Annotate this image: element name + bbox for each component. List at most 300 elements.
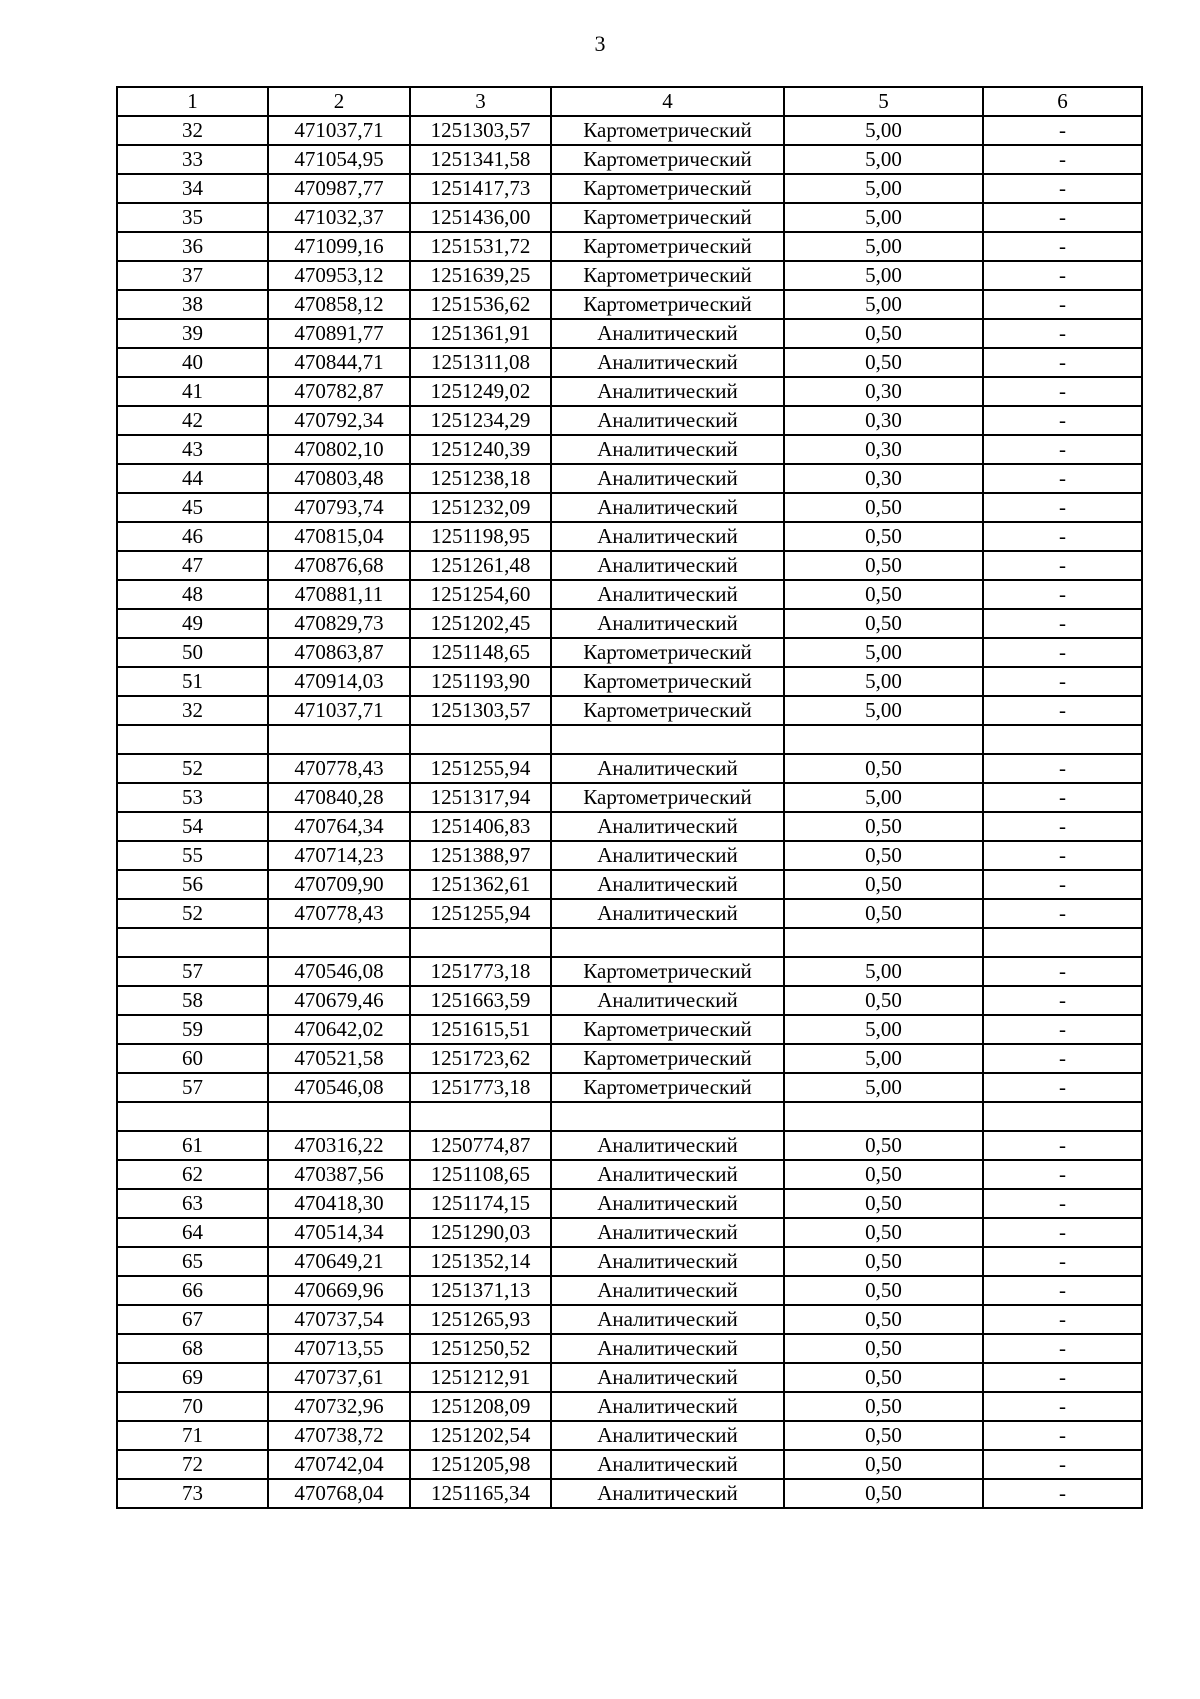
y-coordinate-cell: 1251371,13 xyxy=(410,1276,551,1305)
y-coordinate-cell: 1251723,62 xyxy=(410,1044,551,1073)
accuracy-cell: 0,50 xyxy=(784,754,983,783)
table-row xyxy=(117,1392,1142,1421)
method-cell: Картометрический xyxy=(551,1044,784,1073)
y-coordinate-cell xyxy=(410,725,551,754)
table-row xyxy=(117,406,1142,435)
x-coordinate-cell: 470815,04 xyxy=(268,522,410,551)
column-header-2: 2 xyxy=(268,87,410,116)
accuracy-cell: 0,50 xyxy=(784,580,983,609)
accuracy-cell: 0,50 xyxy=(784,1392,983,1421)
note-cell: - xyxy=(983,522,1142,551)
note-cell: - xyxy=(983,1044,1142,1073)
accuracy-cell: 0,50 xyxy=(784,812,983,841)
point-number-cell: 32 xyxy=(117,116,268,145)
y-coordinate-cell: 1251406,83 xyxy=(410,812,551,841)
table-row xyxy=(117,1450,1142,1479)
note-cell: - xyxy=(983,841,1142,870)
method-cell: Аналитический xyxy=(551,1363,784,1392)
method-cell: Картометрический xyxy=(551,174,784,203)
x-coordinate-cell: 470764,34 xyxy=(268,812,410,841)
note-cell: - xyxy=(983,1479,1142,1508)
method-cell: Аналитический xyxy=(551,754,784,783)
method-cell: Картометрический xyxy=(551,232,784,261)
accuracy-cell xyxy=(784,928,983,957)
note-cell xyxy=(983,928,1142,957)
accuracy-cell: 5,00 xyxy=(784,638,983,667)
note-cell: - xyxy=(983,435,1142,464)
note-cell: - xyxy=(983,1276,1142,1305)
y-coordinate-cell: 1251352,14 xyxy=(410,1247,551,1276)
note-cell xyxy=(983,725,1142,754)
accuracy-cell: 5,00 xyxy=(784,696,983,725)
table-row xyxy=(117,812,1142,841)
accuracy-cell xyxy=(784,1102,983,1131)
table-row xyxy=(117,1015,1142,1044)
y-coordinate-cell: 1251361,91 xyxy=(410,319,551,348)
point-number-cell: 52 xyxy=(117,899,268,928)
note-cell: - xyxy=(983,1363,1142,1392)
y-coordinate-cell: 1251303,57 xyxy=(410,696,551,725)
point-number-cell: 37 xyxy=(117,261,268,290)
method-cell: Аналитический xyxy=(551,899,784,928)
point-number-cell: 67 xyxy=(117,1305,268,1334)
x-coordinate-cell: 471054,95 xyxy=(268,145,410,174)
x-coordinate-cell: 471032,37 xyxy=(268,203,410,232)
point-number-cell: 48 xyxy=(117,580,268,609)
x-coordinate-cell: 470802,10 xyxy=(268,435,410,464)
point-number-cell: 59 xyxy=(117,1015,268,1044)
accuracy-cell: 0,50 xyxy=(784,1276,983,1305)
accuracy-cell: 0,30 xyxy=(784,377,983,406)
point-number-cell: 36 xyxy=(117,232,268,261)
method-cell: Аналитический xyxy=(551,841,784,870)
note-cell: - xyxy=(983,261,1142,290)
y-coordinate-cell: 1251436,00 xyxy=(410,203,551,232)
accuracy-cell: 0,50 xyxy=(784,1421,983,1450)
y-coordinate-cell: 1251202,54 xyxy=(410,1421,551,1450)
method-cell: Картометрический xyxy=(551,116,784,145)
point-number-cell: 69 xyxy=(117,1363,268,1392)
y-coordinate-cell: 1251362,61 xyxy=(410,870,551,899)
method-cell: Аналитический xyxy=(551,377,784,406)
accuracy-cell: 0,50 xyxy=(784,899,983,928)
point-number-cell: 42 xyxy=(117,406,268,435)
table-row xyxy=(117,1479,1142,1508)
table-body xyxy=(117,116,1142,1508)
note-cell: - xyxy=(983,174,1142,203)
method-cell: Аналитический xyxy=(551,1189,784,1218)
point-number-cell: 65 xyxy=(117,1247,268,1276)
note-cell: - xyxy=(983,667,1142,696)
x-coordinate-cell: 470881,11 xyxy=(268,580,410,609)
accuracy-cell: 5,00 xyxy=(784,116,983,145)
note-cell: - xyxy=(983,319,1142,348)
table-row xyxy=(117,580,1142,609)
y-coordinate-cell: 1251317,94 xyxy=(410,783,551,812)
table-row xyxy=(117,551,1142,580)
point-number-cell xyxy=(117,1102,268,1131)
accuracy-cell: 0,50 xyxy=(784,522,983,551)
point-number-cell: 45 xyxy=(117,493,268,522)
point-number-cell: 70 xyxy=(117,1392,268,1421)
accuracy-cell: 5,00 xyxy=(784,1044,983,1073)
y-coordinate-cell: 1251250,52 xyxy=(410,1334,551,1363)
x-coordinate-cell: 470742,04 xyxy=(268,1450,410,1479)
table-row xyxy=(117,1189,1142,1218)
y-coordinate-cell: 1251341,58 xyxy=(410,145,551,174)
note-cell: - xyxy=(983,232,1142,261)
y-coordinate-cell: 1251238,18 xyxy=(410,464,551,493)
table-row xyxy=(117,725,1142,754)
y-coordinate-cell: 1251212,91 xyxy=(410,1363,551,1392)
accuracy-cell: 0,50 xyxy=(784,986,983,1015)
method-cell: Картометрический xyxy=(551,145,784,174)
y-coordinate-cell: 1251303,57 xyxy=(410,116,551,145)
y-coordinate-cell: 1251311,08 xyxy=(410,348,551,377)
method-cell: Аналитический xyxy=(551,464,784,493)
note-cell: - xyxy=(983,754,1142,783)
accuracy-cell: 5,00 xyxy=(784,261,983,290)
x-coordinate-cell: 470709,90 xyxy=(268,870,410,899)
point-number-cell: 41 xyxy=(117,377,268,406)
x-coordinate-cell: 470829,73 xyxy=(268,609,410,638)
method-cell: Аналитический xyxy=(551,1392,784,1421)
y-coordinate-cell: 1251202,45 xyxy=(410,609,551,638)
x-coordinate-cell: 470521,58 xyxy=(268,1044,410,1073)
method-cell xyxy=(551,928,784,957)
method-cell: Аналитический xyxy=(551,406,784,435)
note-cell: - xyxy=(983,551,1142,580)
point-number-cell: 38 xyxy=(117,290,268,319)
note-cell: - xyxy=(983,1189,1142,1218)
x-coordinate-cell: 470778,43 xyxy=(268,754,410,783)
accuracy-cell: 0,30 xyxy=(784,406,983,435)
table-header xyxy=(117,87,1142,116)
table-row xyxy=(117,377,1142,406)
x-coordinate-cell: 470844,71 xyxy=(268,348,410,377)
note-cell: - xyxy=(983,1218,1142,1247)
table-row xyxy=(117,493,1142,522)
method-cell: Аналитический xyxy=(551,1450,784,1479)
note-cell: - xyxy=(983,464,1142,493)
note-cell: - xyxy=(983,348,1142,377)
x-coordinate-cell xyxy=(268,928,410,957)
y-coordinate-cell: 1251773,18 xyxy=(410,957,551,986)
point-number-cell: 49 xyxy=(117,609,268,638)
point-number-cell: 53 xyxy=(117,783,268,812)
y-coordinate-cell: 1251174,15 xyxy=(410,1189,551,1218)
table-row xyxy=(117,1131,1142,1160)
method-cell: Картометрический xyxy=(551,203,784,232)
note-cell: - xyxy=(983,377,1142,406)
note-cell: - xyxy=(983,899,1142,928)
note-cell: - xyxy=(983,1392,1142,1421)
table-row xyxy=(117,1421,1142,1450)
x-coordinate-cell: 470863,87 xyxy=(268,638,410,667)
table-row xyxy=(117,145,1142,174)
accuracy-cell: 0,50 xyxy=(784,493,983,522)
point-number-cell: 73 xyxy=(117,1479,268,1508)
note-cell: - xyxy=(983,609,1142,638)
table-row xyxy=(117,957,1142,986)
accuracy-cell: 0,30 xyxy=(784,464,983,493)
point-number-cell: 54 xyxy=(117,812,268,841)
table-row xyxy=(117,116,1142,145)
accuracy-cell: 0,50 xyxy=(784,609,983,638)
accuracy-cell: 5,00 xyxy=(784,174,983,203)
x-coordinate-cell: 470803,48 xyxy=(268,464,410,493)
column-header-6: 6 xyxy=(983,87,1142,116)
x-coordinate-cell: 470387,56 xyxy=(268,1160,410,1189)
table-row xyxy=(117,1160,1142,1189)
method-cell: Аналитический xyxy=(551,812,784,841)
coordinates-table xyxy=(116,86,1143,1509)
accuracy-cell: 0,50 xyxy=(784,551,983,580)
y-coordinate-cell: 1251108,65 xyxy=(410,1160,551,1189)
y-coordinate-cell: 1251198,95 xyxy=(410,522,551,551)
accuracy-cell: 0,50 xyxy=(784,1450,983,1479)
method-cell: Картометрический xyxy=(551,696,784,725)
method-cell: Аналитический xyxy=(551,870,784,899)
accuracy-cell xyxy=(784,725,983,754)
table-row xyxy=(117,1276,1142,1305)
x-coordinate-cell: 470679,46 xyxy=(268,986,410,1015)
accuracy-cell: 5,00 xyxy=(784,783,983,812)
accuracy-cell: 5,00 xyxy=(784,1015,983,1044)
y-coordinate-cell: 1251254,60 xyxy=(410,580,551,609)
point-number-cell: 60 xyxy=(117,1044,268,1073)
table-row xyxy=(117,928,1142,957)
note-cell: - xyxy=(983,406,1142,435)
y-coordinate-cell: 1251417,73 xyxy=(410,174,551,203)
table-row xyxy=(117,174,1142,203)
table-row xyxy=(117,1102,1142,1131)
x-coordinate-cell: 470649,21 xyxy=(268,1247,410,1276)
y-coordinate-cell: 1251663,59 xyxy=(410,986,551,1015)
x-coordinate-cell: 470714,23 xyxy=(268,841,410,870)
table-row xyxy=(117,319,1142,348)
point-number-cell: 61 xyxy=(117,1131,268,1160)
accuracy-cell: 0,50 xyxy=(784,1131,983,1160)
point-number-cell: 66 xyxy=(117,1276,268,1305)
method-cell: Аналитический xyxy=(551,580,784,609)
point-number-cell xyxy=(117,928,268,957)
x-coordinate-cell: 470782,87 xyxy=(268,377,410,406)
note-cell: - xyxy=(983,1015,1142,1044)
point-number-cell xyxy=(117,725,268,754)
accuracy-cell: 0,50 xyxy=(784,1305,983,1334)
x-coordinate-cell xyxy=(268,1102,410,1131)
method-cell: Аналитический xyxy=(551,609,784,638)
page-number: 3 xyxy=(594,31,606,56)
note-cell: - xyxy=(983,1450,1142,1479)
point-number-cell: 34 xyxy=(117,174,268,203)
method-cell: Картометрический xyxy=(551,261,784,290)
method-cell: Аналитический xyxy=(551,1421,784,1450)
y-coordinate-cell: 1251255,94 xyxy=(410,899,551,928)
method-cell: Картометрический xyxy=(551,290,784,319)
point-number-cell: 47 xyxy=(117,551,268,580)
point-number-cell: 51 xyxy=(117,667,268,696)
table-row xyxy=(117,783,1142,812)
y-coordinate-cell: 1251234,29 xyxy=(410,406,551,435)
y-coordinate-cell: 1251773,18 xyxy=(410,1073,551,1102)
y-coordinate-cell xyxy=(410,928,551,957)
table-row xyxy=(117,464,1142,493)
note-cell: - xyxy=(983,1160,1142,1189)
point-number-cell: 63 xyxy=(117,1189,268,1218)
note-cell: - xyxy=(983,986,1142,1015)
method-cell: Картометрический xyxy=(551,1015,784,1044)
note-cell: - xyxy=(983,638,1142,667)
point-number-cell: 50 xyxy=(117,638,268,667)
column-header-4: 4 xyxy=(551,87,784,116)
table-row xyxy=(117,638,1142,667)
method-cell: Аналитический xyxy=(551,493,784,522)
table-row xyxy=(117,1334,1142,1363)
table-row xyxy=(117,696,1142,725)
method-cell: Аналитический xyxy=(551,435,784,464)
accuracy-cell: 0,50 xyxy=(784,1247,983,1276)
method-cell: Картометрический xyxy=(551,957,784,986)
y-coordinate-cell: 1251531,72 xyxy=(410,232,551,261)
note-cell xyxy=(983,1102,1142,1131)
method-cell: Аналитический xyxy=(551,319,784,348)
y-coordinate-cell xyxy=(410,1102,551,1131)
table-row xyxy=(117,522,1142,551)
y-coordinate-cell: 1251261,48 xyxy=(410,551,551,580)
table-row xyxy=(117,261,1142,290)
point-number-cell: 46 xyxy=(117,522,268,551)
point-number-cell: 44 xyxy=(117,464,268,493)
point-number-cell: 71 xyxy=(117,1421,268,1450)
point-number-cell: 35 xyxy=(117,203,268,232)
note-cell: - xyxy=(983,870,1142,899)
x-coordinate-cell: 470793,74 xyxy=(268,493,410,522)
accuracy-cell: 0,50 xyxy=(784,348,983,377)
column-header-3: 3 xyxy=(410,87,551,116)
method-cell: Аналитический xyxy=(551,1479,784,1508)
y-coordinate-cell: 1251208,09 xyxy=(410,1392,551,1421)
x-coordinate-cell: 470737,61 xyxy=(268,1363,410,1392)
accuracy-cell: 0,50 xyxy=(784,1334,983,1363)
point-number-cell: 57 xyxy=(117,1073,268,1102)
point-number-cell: 64 xyxy=(117,1218,268,1247)
table-row xyxy=(117,870,1142,899)
x-coordinate-cell: 471037,71 xyxy=(268,116,410,145)
method-cell: Картометрический xyxy=(551,783,784,812)
x-coordinate-cell: 470418,30 xyxy=(268,1189,410,1218)
table-row xyxy=(117,1218,1142,1247)
method-cell: Аналитический xyxy=(551,522,784,551)
point-number-cell: 57 xyxy=(117,957,268,986)
x-coordinate-cell: 471037,71 xyxy=(268,696,410,725)
x-coordinate-cell: 470546,08 xyxy=(268,1073,410,1102)
method-cell: Аналитический xyxy=(551,1131,784,1160)
x-coordinate-cell: 470514,34 xyxy=(268,1218,410,1247)
table-row xyxy=(117,1247,1142,1276)
column-header-5: 5 xyxy=(784,87,983,116)
accuracy-cell: 0,50 xyxy=(784,1363,983,1392)
method-cell: Аналитический xyxy=(551,1334,784,1363)
note-cell: - xyxy=(983,696,1142,725)
x-coordinate-cell: 470858,12 xyxy=(268,290,410,319)
note-cell: - xyxy=(983,1421,1142,1450)
accuracy-cell: 5,00 xyxy=(784,203,983,232)
table-row xyxy=(117,348,1142,377)
method-cell: Аналитический xyxy=(551,1276,784,1305)
x-coordinate-cell: 470876,68 xyxy=(268,551,410,580)
accuracy-cell: 0,50 xyxy=(784,1160,983,1189)
accuracy-cell: 0,50 xyxy=(784,841,983,870)
x-coordinate-cell: 470840,28 xyxy=(268,783,410,812)
table-row xyxy=(117,841,1142,870)
x-coordinate-cell: 470987,77 xyxy=(268,174,410,203)
table-row xyxy=(117,754,1142,783)
point-number-cell: 40 xyxy=(117,348,268,377)
method-cell xyxy=(551,725,784,754)
x-coordinate-cell: 470546,08 xyxy=(268,957,410,986)
method-cell: Картометрический xyxy=(551,1073,784,1102)
accuracy-cell: 0,50 xyxy=(784,1479,983,1508)
x-coordinate-cell: 470768,04 xyxy=(268,1479,410,1508)
method-cell: Аналитический xyxy=(551,551,784,580)
table-row xyxy=(117,986,1142,1015)
note-cell: - xyxy=(983,493,1142,522)
note-cell: - xyxy=(983,1131,1142,1160)
note-cell: - xyxy=(983,812,1142,841)
y-coordinate-cell: 1251265,93 xyxy=(410,1305,551,1334)
x-coordinate-cell: 470953,12 xyxy=(268,261,410,290)
table-row xyxy=(117,435,1142,464)
x-coordinate-cell: 470642,02 xyxy=(268,1015,410,1044)
point-number-cell: 62 xyxy=(117,1160,268,1189)
y-coordinate-cell: 1251639,25 xyxy=(410,261,551,290)
accuracy-cell: 5,00 xyxy=(784,145,983,174)
point-number-cell: 72 xyxy=(117,1450,268,1479)
accuracy-cell: 0,50 xyxy=(784,1218,983,1247)
point-number-cell: 56 xyxy=(117,870,268,899)
y-coordinate-cell: 1251240,39 xyxy=(410,435,551,464)
x-coordinate-cell: 470669,96 xyxy=(268,1276,410,1305)
accuracy-cell: 5,00 xyxy=(784,1073,983,1102)
table-row xyxy=(117,609,1142,638)
method-cell: Аналитический xyxy=(551,1247,784,1276)
x-coordinate-cell xyxy=(268,725,410,754)
accuracy-cell: 5,00 xyxy=(784,667,983,696)
y-coordinate-cell: 1251193,90 xyxy=(410,667,551,696)
accuracy-cell: 5,00 xyxy=(784,232,983,261)
method-cell: Аналитический xyxy=(551,1305,784,1334)
x-coordinate-cell: 470713,55 xyxy=(268,1334,410,1363)
x-coordinate-cell: 470737,54 xyxy=(268,1305,410,1334)
table-row xyxy=(117,203,1142,232)
x-coordinate-cell: 470778,43 xyxy=(268,899,410,928)
point-number-cell: 32 xyxy=(117,696,268,725)
point-number-cell: 43 xyxy=(117,435,268,464)
method-cell: Картометрический xyxy=(551,638,784,667)
point-number-cell: 68 xyxy=(117,1334,268,1363)
accuracy-cell: 0,50 xyxy=(784,870,983,899)
method-cell: Аналитический xyxy=(551,1218,784,1247)
y-coordinate-cell: 1251165,34 xyxy=(410,1479,551,1508)
y-coordinate-cell: 1251388,97 xyxy=(410,841,551,870)
point-number-cell: 55 xyxy=(117,841,268,870)
table-row xyxy=(117,1363,1142,1392)
table-row xyxy=(117,1305,1142,1334)
header-row xyxy=(117,87,1142,116)
point-number-cell: 33 xyxy=(117,145,268,174)
